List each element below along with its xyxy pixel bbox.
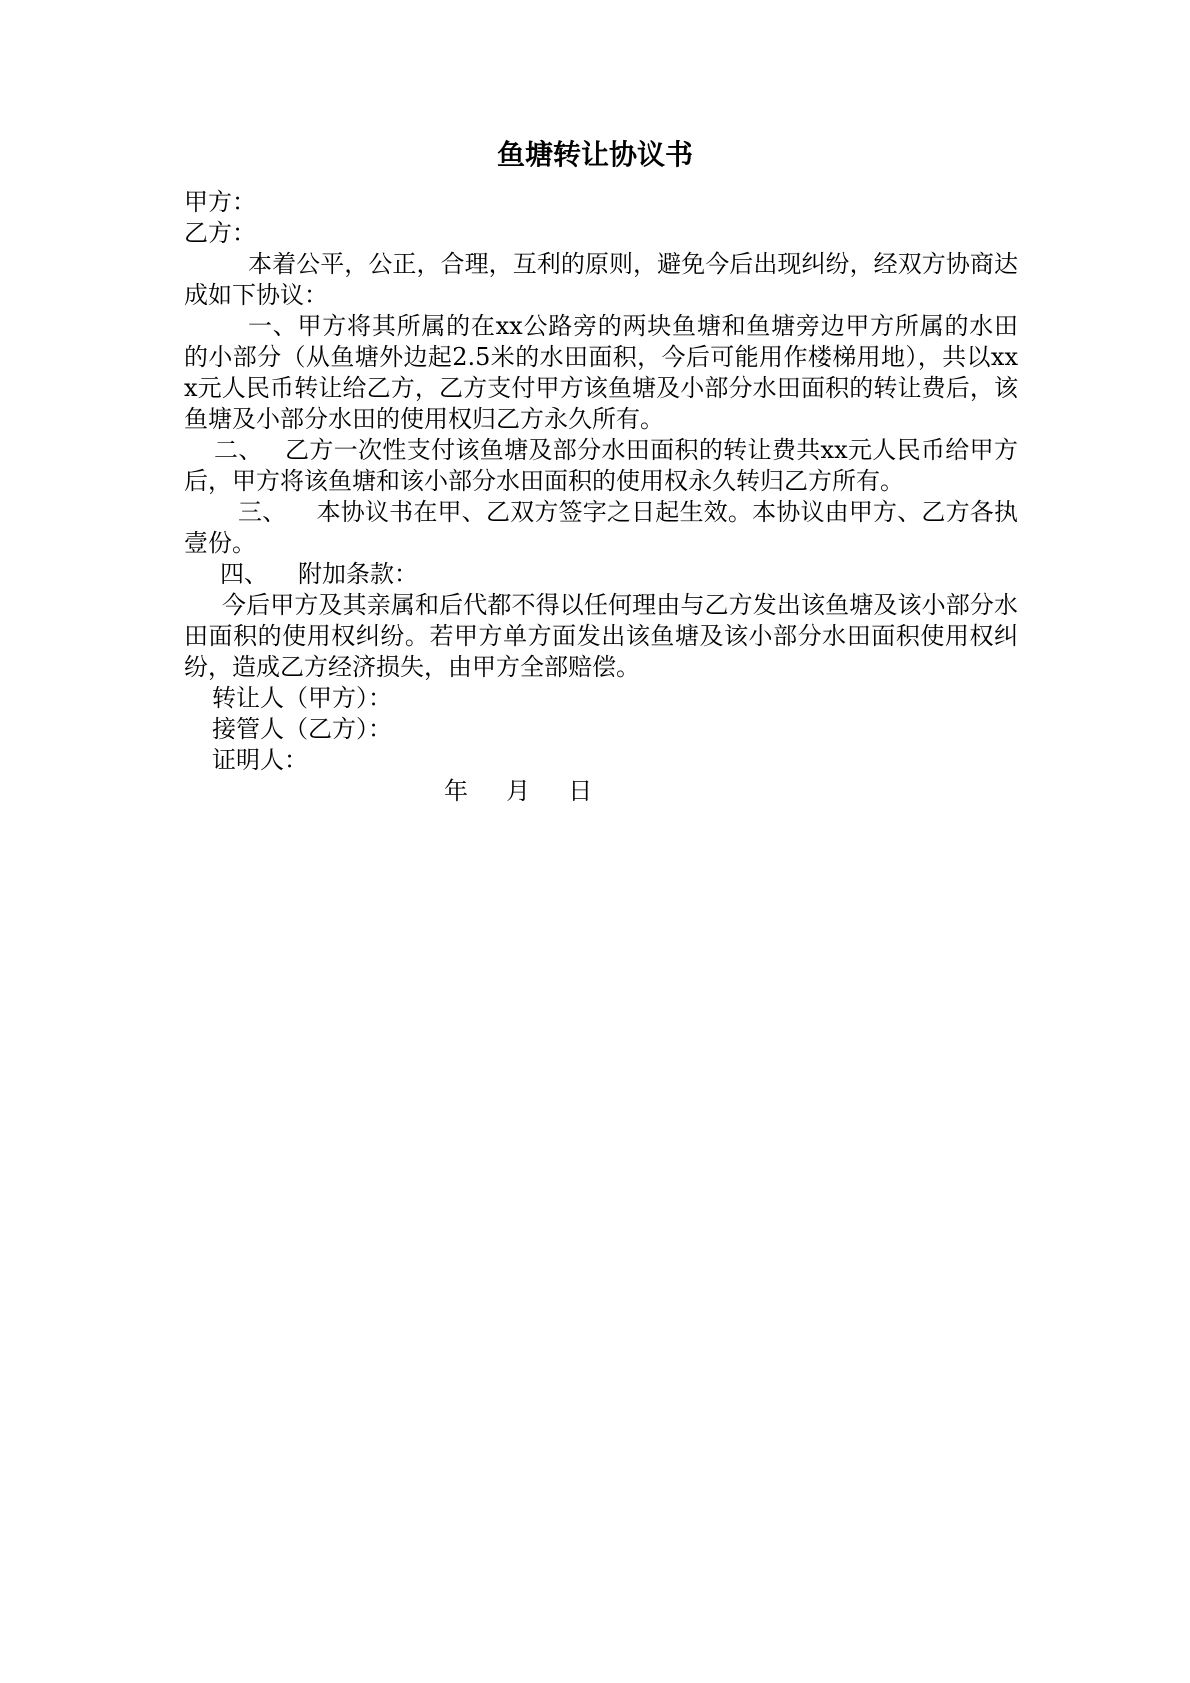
- receiver-signature-line: 接管人（乙方）：: [212, 715, 392, 743]
- clause-4-number: 四、: [220, 560, 268, 588]
- document-title: 鱼塘转让协议书: [496, 138, 693, 171]
- party-a-line: 甲方：: [184, 188, 256, 216]
- clause-3-paragraph: [184, 497, 1018, 559]
- clause-2-number: 二、: [214, 436, 263, 464]
- document-body: [184, 187, 1018, 807]
- clause-2-paragraph: [184, 435, 1018, 497]
- preamble-paragraph: 本着公平，公正，合理，互利的原则，避免今后出现纠纷，经双方协商达成如下协议：: [184, 250, 1018, 309]
- clause-2-text: 乙方一次性支付该鱼塘及部分水田面积的转让费共xx元人民币给甲方后，甲方将该鱼塘和该小部分水田面积的使用权永久转归乙方所有。: [184, 436, 1018, 495]
- clause-3-number: 三、: [238, 498, 287, 526]
- transferor-signature-line: 转让人（甲方）：: [212, 684, 392, 712]
- clause-3-text: 本协议书在甲、乙双方签字之日起生效。本协议由甲方、乙方各执壹份。: [184, 498, 1019, 557]
- date-line: 年 月 日: [444, 777, 593, 805]
- clause-4-text: 附加条款：: [298, 560, 418, 588]
- clause-4-paragraph: [184, 559, 1018, 590]
- party-b-line: 乙方：: [184, 219, 256, 247]
- clause-1-paragraph: 一、甲方将其所属的在xx公路旁的两块鱼塘和鱼塘旁边甲方所属的水田的小部分（从鱼塘外边起2.5米的水田面积，今后可能用作楼梯用地），共以xxx元人民币转让给乙方，乙方支付甲方该鱼塘及小部分水田面积的转让费后，该鱼塘及小部分水田的使用权归乙方永久所有。: [184, 312, 1018, 433]
- witness-signature-line: 证明人：: [212, 746, 308, 774]
- supplement-paragraph: 今后甲方及其亲属和后代都不得以任何理由与乙方发出该鱼塘及该小部分水田面积的使用权纠纷。若甲方单方面发出该鱼塘及该小部分水田面积使用权纠纷，造成乙方经济损失，由甲方全部赔偿。: [184, 591, 1018, 681]
